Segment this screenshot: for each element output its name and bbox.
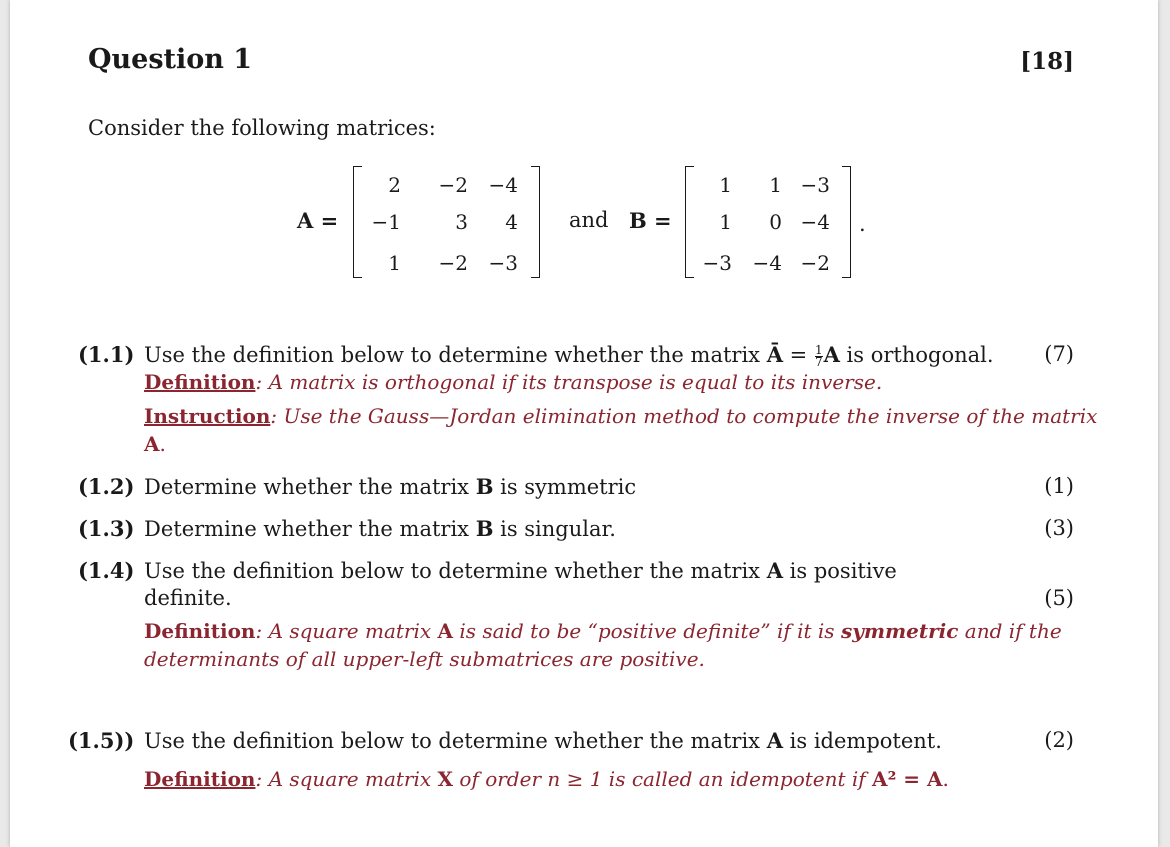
q1-4-marks: (5) [1044, 586, 1074, 610]
matrix-cell: −3 [702, 251, 732, 275]
and-connector: and [569, 208, 609, 232]
matrix-cell: 2 [388, 173, 401, 197]
matrix-cell: −4 [800, 210, 830, 234]
q1-2-number: (1.2) [78, 474, 135, 499]
q1-4-definition-line2: determinants of all upper-left submatrices are positive. [144, 647, 705, 671]
q1-3-text: Determine whether the matrix B is singular. [144, 516, 616, 541]
document-page [10, 0, 1158, 847]
matrix-cell: 4 [505, 210, 518, 234]
matrix-cell: 3 [455, 210, 468, 234]
intro-text: Consider the following matrices: [88, 116, 436, 140]
matrix-cell: −4 [488, 173, 518, 197]
q1-1-instruction: Instruction: Use the Gauss—Jordan elimination method to compute the inverse of the matrix [144, 404, 1098, 428]
matrix-cell: −2 [438, 173, 468, 197]
q1-5-definition: Definition: A square matrix X of order n ≥ 1 is called an idempotent if A² = A. [144, 767, 949, 791]
matrix-cell: −3 [800, 173, 830, 197]
q1-1-number: (1.1) [78, 342, 135, 367]
q1-3-marks: (3) [1044, 516, 1074, 540]
fraction-one-seventh: $\frac{1}{7}$ [814, 343, 823, 369]
q1-5-text: Use the definition below to determine whether the matrix A is idempotent. [144, 728, 942, 753]
q1-4-number: (1.4) [78, 558, 135, 583]
matrix-cell: 1 [388, 251, 401, 275]
matrix-a-label: A = [297, 208, 339, 233]
q1-5-number: (1.5)) [68, 728, 135, 753]
matrix-cell: −2 [800, 251, 830, 275]
q1-5-marks: (2) [1044, 728, 1074, 752]
matrix-cell: −4 [752, 251, 782, 275]
q1-3-number: (1.3) [78, 516, 135, 541]
q1-2-marks: (1) [1044, 474, 1074, 498]
matrix-a-right-bracket [531, 166, 540, 278]
q1-1-text: Use the definition below to determine whether the matrix Ā = $\frac{1}{7}$ A is orthogonal. [144, 342, 994, 369]
matrix-b-right-bracket [842, 166, 851, 278]
matrix-cell: −2 [438, 251, 468, 275]
matrix-cell: −3 [488, 251, 518, 275]
q1-4-definition: Definition: A square matrix A is said to be “positive definite” if it is symmetric and if the [144, 619, 1062, 643]
q1-1-definition: Definition: A matrix is orthogonal if its transpose is equal to its inverse. [144, 370, 883, 394]
q1-1-marks: (7) [1044, 342, 1074, 366]
matrix-cell: 1 [719, 210, 732, 234]
q1-4-text: Use the definition below to determine whether the matrix A is positive [144, 558, 897, 583]
matrix-cell: 1 [769, 173, 782, 197]
matrices-period: . [859, 212, 866, 236]
matrix-b-label: B = [629, 208, 672, 233]
total-marks: [18] [1020, 48, 1074, 75]
matrix-cell: 0 [769, 210, 782, 234]
q1-4-text-line2: definite. [144, 586, 232, 610]
question-title: Question 1 [88, 44, 253, 75]
q1-1-instruction-tail: A. [144, 432, 166, 456]
matrix-cell: 1 [719, 173, 732, 197]
matrix-cell: −1 [371, 210, 401, 234]
q1-2-text: Determine whether the matrix B is symmetric [144, 474, 637, 499]
